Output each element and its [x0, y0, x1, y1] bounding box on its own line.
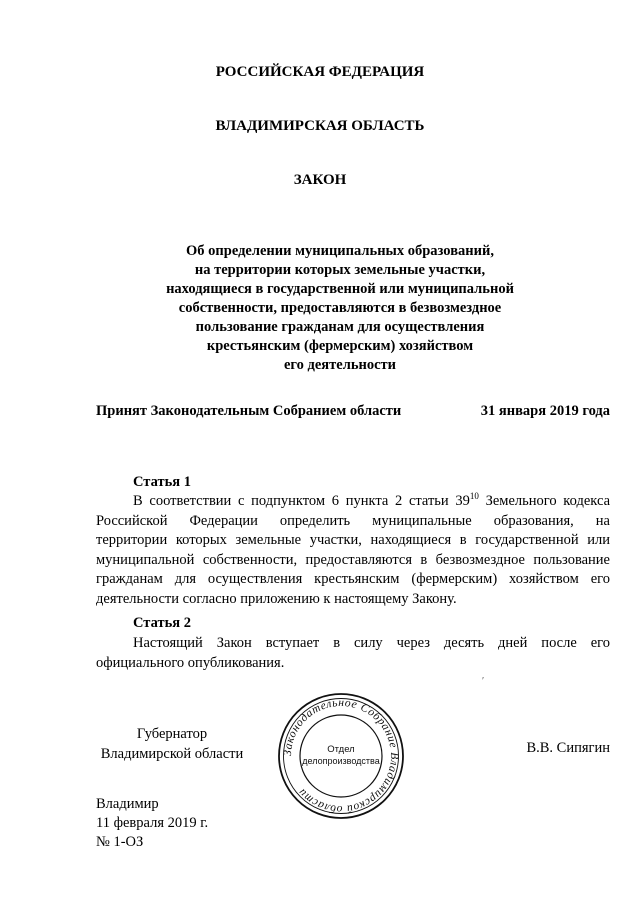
signatory-position [96, 724, 248, 764]
signatory-position-line: Губернатор [136, 726, 208, 742]
article-2-line: Настоящий Закон вступает в силу через десять дней после его [133, 635, 610, 651]
law-title-line: собственности, предоставляются в безвозмездное [178, 300, 502, 316]
law-title-line: крестьянским (фермерским) хозяйством [206, 338, 474, 354]
stamp-center-line: Отдел [327, 744, 355, 755]
article-1-line: территории которых земельные участки, находящиеся в государственной или [96, 532, 610, 548]
article-1-line: деятельности согласно приложению к настоящему Закону. [96, 590, 457, 607]
adopted-date: 31 января 2019 года [480, 403, 610, 419]
stamp-ring-text: Законодательное Собрание Владимирской области [281, 696, 401, 816]
scan-mark: ′ [482, 676, 485, 687]
law-title-line: его деятельности [283, 357, 397, 373]
article-2-text [96, 634, 610, 673]
stamp-center-line: делопроизводства [302, 756, 380, 766]
article-2-line: официального опубликования. [96, 654, 285, 671]
official-stamp [276, 691, 406, 821]
law-title-line: Об определении муниципальных образований, [186, 243, 494, 259]
signatory-name: В.В. Сипягин [526, 740, 610, 756]
adopted-by-label: Принят Законодательным Собранием области [96, 403, 402, 419]
footer-block [96, 795, 208, 852]
article-1-line1-text: В соответствии с подпунктом 6 пункта 2 статьи 39 [133, 493, 470, 509]
article-1-line: Российской Федерации определить муниципальные образования, на [96, 512, 610, 529]
article-1-line: гражданам для осуществления крестьянским (фермерским) хозяйством его [96, 571, 610, 587]
article-1-title: Статья 1 [133, 474, 191, 490]
law-title-line: находящиеся в государственной или муниципальной [166, 281, 514, 297]
law-title-line: пользование гражданам для осуществления [195, 319, 485, 335]
doc-type-heading: ЗАКОН [293, 172, 347, 188]
region-heading: ВЛАДИМИРСКАЯ ОБЛАСТЬ [215, 118, 425, 134]
article-2-title: Статья 2 [133, 615, 191, 631]
law-title-line: на территории которых земельные участки, [194, 262, 486, 278]
article-1-text [96, 492, 610, 609]
article-1-line: муниципальной собственности, предоставляются в безвозмездное пользование [96, 551, 610, 568]
footer-city: Владимир [96, 796, 159, 812]
country-heading: РОССИЙСКАЯ ФЕДЕРАЦИЯ [215, 64, 425, 80]
article-1-line1-rest: Земельного кодекса [478, 493, 610, 509]
footer-date: 11 февраля 2019 г. [96, 815, 209, 831]
article-1-line [96, 492, 610, 512]
article-1-superscript: 10 [469, 491, 479, 502]
signatory-position-line: Владимирской области [100, 746, 244, 762]
law-title [160, 242, 520, 375]
footer-number: № 1-ОЗ [96, 834, 144, 850]
